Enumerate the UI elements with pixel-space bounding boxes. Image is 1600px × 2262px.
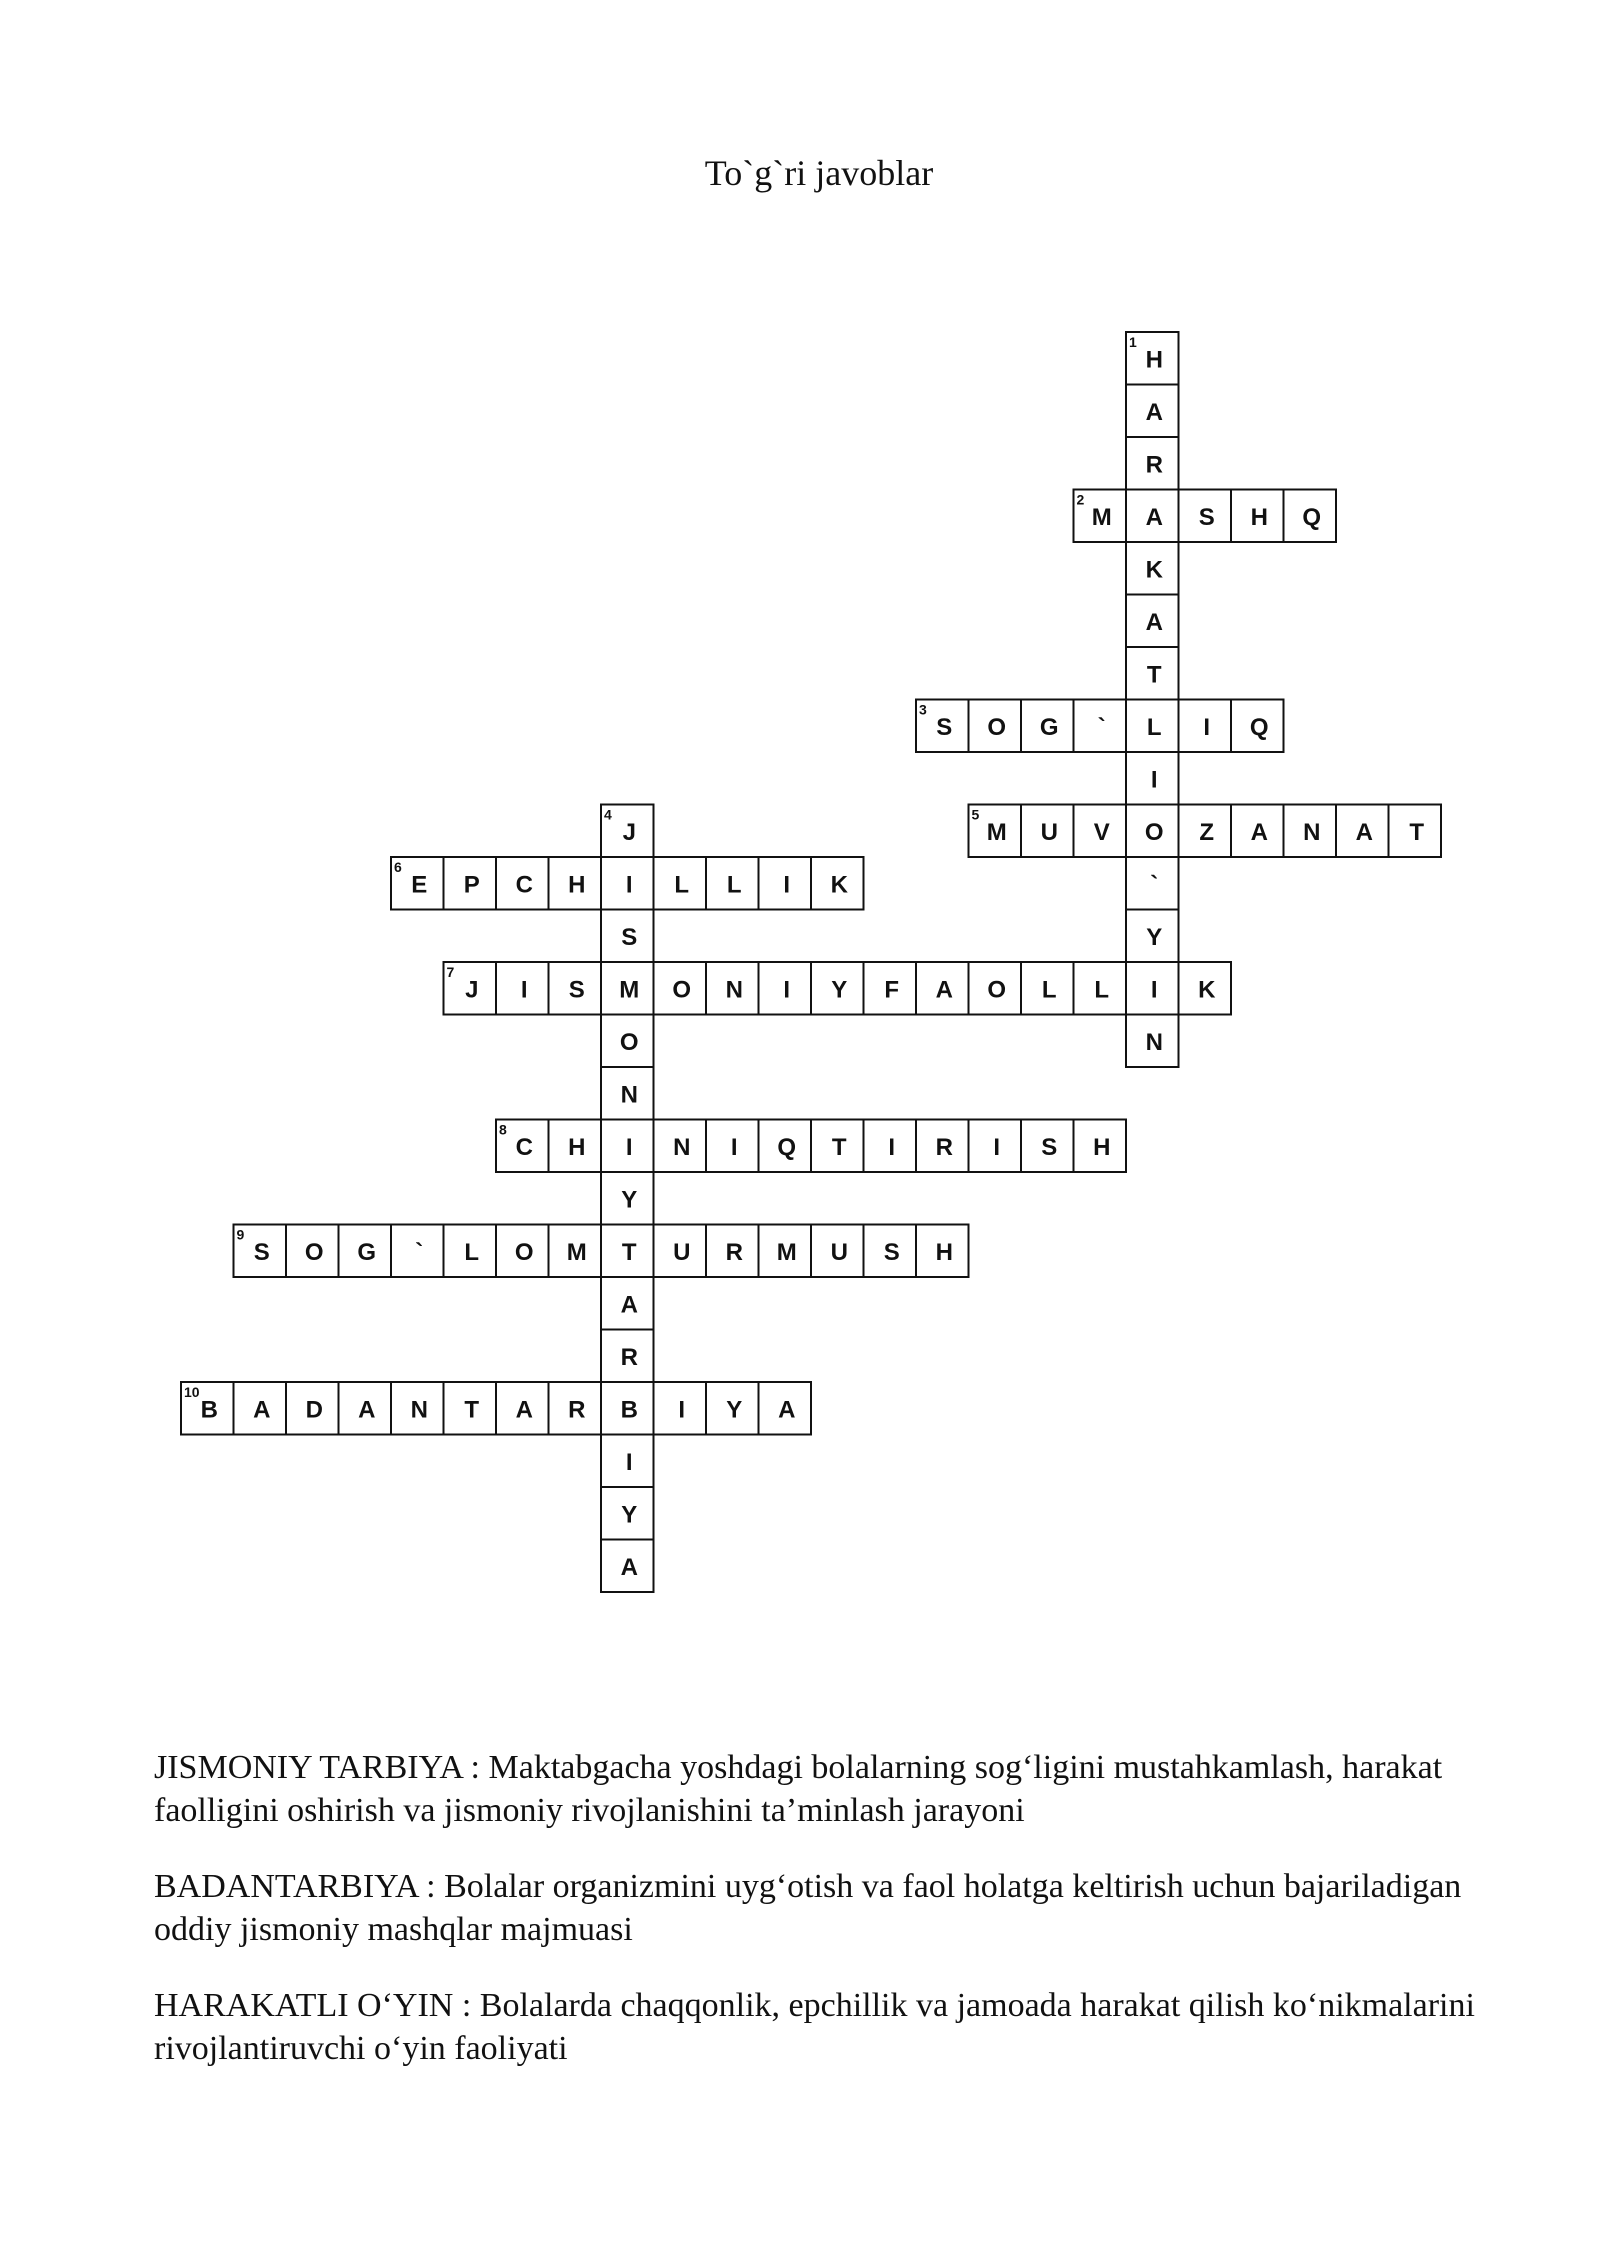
cell-letter: D [305, 1396, 323, 1424]
cell-letter: ` [1150, 871, 1159, 899]
cell-letter: Q [1302, 503, 1322, 531]
crossword-cell [1126, 1015, 1179, 1068]
cell-letter: Q [777, 1133, 797, 1161]
crossword-cell [706, 857, 759, 910]
crossword-cell [601, 1015, 654, 1068]
crossword-cell [654, 1382, 707, 1435]
crossword-cell [601, 1067, 654, 1120]
cell-letter: L [726, 871, 742, 899]
cell-letter: O [672, 976, 692, 1004]
cell-letter: G [1039, 713, 1059, 741]
cell-letter: T [831, 1133, 847, 1161]
crossword-cell [759, 1382, 812, 1435]
cell-letter: H [568, 1133, 586, 1161]
definition-separator: : [417, 1868, 445, 1905]
cell-letter: K [1198, 976, 1216, 1004]
cell-letter: F [884, 976, 900, 1004]
crossword-cell [601, 1330, 654, 1383]
clue-number: 3 [919, 701, 927, 718]
cell-letter: R [935, 1133, 953, 1161]
clue-number: 8 [499, 1121, 507, 1138]
cell-letter: T [1146, 661, 1162, 689]
crossword-cell [549, 1225, 602, 1278]
crossword-cell [969, 962, 1022, 1015]
cell-letter: A [778, 1396, 796, 1424]
crossword-cell [706, 1120, 759, 1173]
cell-letter: N [673, 1133, 691, 1161]
crossword-cell [391, 1382, 444, 1435]
crossword-cell [391, 1225, 444, 1278]
cell-letter: C [515, 1133, 533, 1161]
crossword-cell [759, 1225, 812, 1278]
crossword-cell [1284, 490, 1337, 543]
cell-letter: O [987, 976, 1007, 1004]
cell-letter: I [993, 1133, 1001, 1161]
crossword-cell [1179, 805, 1232, 858]
cell-letter: J [622, 818, 636, 846]
cell-letter: T [621, 1238, 637, 1266]
crossword-cell [601, 1435, 654, 1488]
crossword-cell [496, 1382, 549, 1435]
crossword-cell [444, 962, 497, 1015]
cell-letter: A [1145, 608, 1163, 636]
cell-letter: I [888, 1133, 896, 1161]
cell-letter: L [1094, 976, 1110, 1004]
crossword-cell [706, 962, 759, 1015]
cell-letter: T [464, 1396, 480, 1424]
page-title: To`g`ri javoblar [704, 153, 934, 193]
crossword-cell [1126, 385, 1179, 438]
crossword-cell [286, 1225, 339, 1278]
crossword-cell [601, 805, 654, 858]
crossword-cell [601, 1540, 654, 1593]
crossword-cell [1021, 805, 1074, 858]
definition-separator: : [462, 1749, 489, 1786]
cell-letter: A [515, 1396, 533, 1424]
clue-number: 6 [394, 859, 402, 875]
definition-term: HARAKATLI O‘YIN [154, 1987, 454, 2024]
cell-letter: A [253, 1396, 271, 1424]
crossword-cell [864, 1225, 917, 1278]
cell-letter: I [783, 976, 791, 1004]
cell-letter: I [730, 1133, 738, 1161]
crossword-cell [916, 1225, 969, 1278]
definition-text: Maktabgacha yoshdagi bolalarning sog‘ligini mustahkamlash, harakat faolligini oshirish va jismoniy rivojlanishini ta’minlash jarayoni [154, 1749, 1443, 1829]
cell-letter: H [1093, 1133, 1111, 1161]
crossword-cell [759, 962, 812, 1015]
cell-letter: A [1250, 818, 1268, 846]
cell-letter: E [411, 871, 428, 899]
crossword-cell [654, 962, 707, 1015]
crossword-cell [1126, 910, 1179, 963]
cell-letter: A [620, 1553, 638, 1581]
cell-letter: H [935, 1238, 953, 1266]
cell-letter: R [1145, 451, 1163, 479]
crossword-cell [549, 1382, 602, 1435]
crossword-cell [1126, 752, 1179, 805]
cell-letter: H [1145, 346, 1163, 374]
crossword-cell [706, 1225, 759, 1278]
clue-number: 10 [184, 1384, 200, 1400]
cell-letter: Y [831, 976, 848, 1004]
cell-letter: N [1145, 1028, 1163, 1056]
cell-letter: Y [726, 1396, 743, 1424]
crossword-cell [1126, 647, 1179, 700]
cell-letter: U [830, 1238, 848, 1266]
crossword-cell [1126, 332, 1179, 385]
cell-letter: P [463, 871, 480, 899]
cell-letter: I [520, 976, 528, 1004]
cell-letter: N [725, 976, 743, 1004]
cell-letter: R [725, 1238, 743, 1266]
cell-letter: V [1093, 818, 1110, 846]
crossword-cell [916, 700, 969, 753]
crossword-cell [969, 700, 1022, 753]
crossword-cell [549, 962, 602, 1015]
cell-letter: G [357, 1238, 377, 1266]
crossword-cell [549, 1120, 602, 1173]
crossword-cell [601, 1277, 654, 1330]
crossword-cell [1074, 700, 1127, 753]
cell-letter: Q [1249, 713, 1269, 741]
crossword-cell [601, 857, 654, 910]
cell-letter: A [1355, 818, 1373, 846]
crossword-cell [1231, 700, 1284, 753]
crossword-cell [444, 1382, 497, 1435]
clue-number: 9 [236, 1226, 245, 1243]
cell-letter: S [1198, 503, 1215, 531]
crossword-cell [916, 1120, 969, 1173]
cell-letter: K [830, 871, 848, 899]
crossword-cell [601, 1487, 654, 1540]
crossword-cell [759, 1120, 812, 1173]
cell-letter: I [1203, 713, 1211, 741]
cell-letter: ` [415, 1238, 424, 1266]
cell-letter: S [253, 1238, 270, 1266]
crossword-cell [1021, 1120, 1074, 1173]
cell-letter: O [987, 713, 1007, 741]
cell-letter: I [625, 1448, 633, 1476]
cell-letter: J [465, 976, 479, 1004]
crossword-cell [811, 857, 864, 910]
cell-letter: U [673, 1238, 691, 1266]
crossword-cell [1074, 805, 1127, 858]
crossword-cell [601, 962, 654, 1015]
cell-letter: B [620, 1396, 638, 1424]
crossword-cell [1126, 437, 1179, 490]
definition-term: JISMONIY TARBIYA [154, 1749, 463, 1786]
cell-letter: S [621, 923, 638, 951]
cell-letter: H [568, 871, 586, 899]
crossword-cell [1389, 805, 1442, 858]
crossword-cell [1074, 1120, 1127, 1173]
cell-letter: A [935, 976, 953, 1004]
crossword-cell [339, 1225, 392, 1278]
crossword-cell [654, 1225, 707, 1278]
crossword-cell [864, 1120, 917, 1173]
cell-letter: M [619, 976, 640, 1004]
crossword-cell [444, 1225, 497, 1278]
cell-letter: M [566, 1238, 587, 1266]
cell-letter: N [620, 1081, 638, 1109]
crossword-cell [811, 1225, 864, 1278]
crossword-cell [549, 857, 602, 910]
crossword-cell [234, 1382, 287, 1435]
cell-letter: L [674, 871, 690, 899]
cell-letter: Y [621, 1501, 638, 1529]
clue-number: 2 [1076, 491, 1085, 508]
definition-item [154, 1984, 1504, 2070]
definition-text: Bolalarda chaqqonlik, epchillik va jamoada harakat qilish ko‘nikmalarini rivojlantiruvchi o‘yin faoliyati [154, 1987, 1475, 2067]
crossword-cell [864, 962, 917, 1015]
crossword-cell [1126, 962, 1179, 1015]
cell-letter: Z [1199, 818, 1215, 846]
crossword-cell [496, 1225, 549, 1278]
cell-letter: L [464, 1238, 480, 1266]
crossword-cell [181, 1382, 234, 1435]
cell-letter: L [1146, 713, 1162, 741]
cell-letter: N [410, 1396, 428, 1424]
clue-number: 1 [1129, 334, 1137, 350]
cell-letter: O [514, 1238, 534, 1266]
crossword-cell [1126, 857, 1179, 910]
crossword-cell [654, 857, 707, 910]
crossword-cell [601, 1382, 654, 1435]
clue-number: 7 [446, 964, 455, 980]
crossword-cell [1231, 490, 1284, 543]
cell-letter: K [1145, 556, 1163, 584]
crossword-cell [916, 962, 969, 1015]
cell-letter: A [1145, 503, 1163, 531]
crossword-cell [1074, 490, 1127, 543]
crossword-cell [286, 1382, 339, 1435]
crossword-cell [706, 1382, 759, 1435]
cell-letter: O [619, 1028, 639, 1056]
crossword-cell [1126, 700, 1179, 753]
crossword-cell [654, 1120, 707, 1173]
crossword-cell [1179, 490, 1232, 543]
cell-letter: S [936, 713, 953, 741]
definitions-list [154, 1746, 1504, 2103]
crossword-cell [811, 1120, 864, 1173]
clue-number: 5 [971, 806, 980, 823]
crossword-cell [339, 1382, 392, 1435]
cell-letter: N [1303, 818, 1321, 846]
cell-letter: M [986, 818, 1007, 846]
cell-letter: I [625, 871, 633, 899]
crossword-cell [1126, 490, 1179, 543]
cell-letter: U [1040, 818, 1058, 846]
cell-letter: R [620, 1343, 638, 1371]
cell-letter: R [568, 1396, 586, 1424]
cell-letter: M [1091, 503, 1112, 531]
cell-letter: ` [1097, 713, 1106, 741]
definition-separator: : [453, 1987, 480, 2024]
crossword-cell [444, 857, 497, 910]
cell-letter: I [678, 1396, 686, 1424]
crossword-cell [1336, 805, 1389, 858]
crossword-cell [1231, 805, 1284, 858]
cell-letter: B [200, 1396, 218, 1424]
crossword-cell [1021, 962, 1074, 1015]
cell-letter: A [358, 1396, 376, 1424]
cell-letter: T [1409, 818, 1425, 846]
definition-item [154, 1746, 1504, 1832]
crossword-cell [969, 1120, 1022, 1173]
crossword-cell [811, 962, 864, 1015]
cell-letter: I [783, 871, 791, 899]
crossword-cell [1126, 805, 1179, 858]
cell-letter: I [625, 1133, 633, 1161]
crossword-cell [1074, 962, 1127, 1015]
crossword-cell [496, 962, 549, 1015]
cell-letter: O [304, 1238, 324, 1266]
definition-text: Bolalar organizmini uyg‘otish va faol holatga keltirish uchun bajariladigan oddiy jismoniy mashqlar majmuasi [154, 1868, 1462, 1948]
crossword-cell [969, 805, 1022, 858]
crossword-cell [601, 1172, 654, 1225]
crossword-cell [1179, 962, 1232, 1015]
cell-letter: S [568, 976, 585, 1004]
crossword-cell [496, 857, 549, 910]
crossword-cell [391, 857, 444, 910]
crossword-cell [601, 1225, 654, 1278]
crossword-cell [496, 1120, 549, 1173]
crossword-cell [1021, 700, 1074, 753]
definition-term: BADANTARBIYA [154, 1868, 418, 1905]
crossword-cell [601, 1120, 654, 1173]
cell-letter: L [1041, 976, 1057, 1004]
crossword-cell [759, 857, 812, 910]
crossword-cell [1126, 595, 1179, 648]
cell-letter: S [883, 1238, 900, 1266]
definition-item [154, 1865, 1504, 1951]
clue-number: 4 [604, 806, 612, 823]
cell-letter: Y [1146, 923, 1163, 951]
cell-letter: M [776, 1238, 797, 1266]
cell-letter: H [1250, 503, 1268, 531]
cell-letter: O [1144, 818, 1164, 846]
cell-letter: A [620, 1291, 638, 1319]
crossword-cell [601, 910, 654, 963]
cell-letter: S [1041, 1133, 1058, 1161]
cell-letter: I [1150, 766, 1158, 794]
cell-letter: A [1145, 398, 1163, 426]
crossword-cell [1179, 700, 1232, 753]
cell-letter: I [1150, 976, 1158, 1004]
cell-letter: C [515, 871, 533, 899]
crossword-cell [1284, 805, 1337, 858]
crossword-cell [234, 1225, 287, 1278]
crossword-cell [1126, 542, 1179, 595]
cell-letter: Y [621, 1186, 638, 1214]
